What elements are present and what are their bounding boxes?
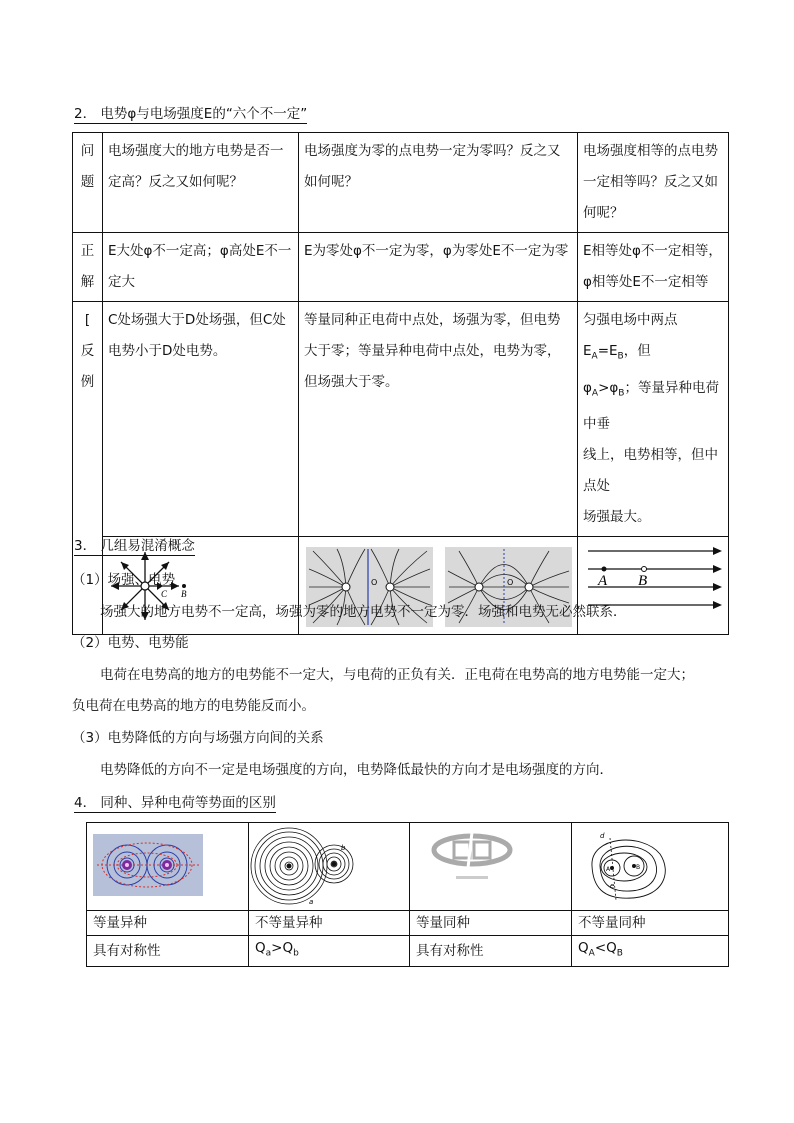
fig-equal-same <box>410 823 572 911</box>
section4-heading: 4． 同种、异种电荷等势面的区别 <box>74 795 276 811</box>
fig-equal-opposite <box>87 823 249 911</box>
svg-text:e: e <box>610 881 615 890</box>
svg-text:A: A <box>598 573 608 590</box>
fig-unequal-opposite <box>249 823 410 911</box>
prop-4: $Q_A<Q_B$ <box>572 936 729 967</box>
table-row <box>87 936 729 967</box>
table-row <box>73 133 729 233</box>
svg-text:O: O <box>507 578 514 588</box>
item-2-body-line2: 负电荷在电势高的地方的电势能反而小。 <box>72 698 315 714</box>
prop-2: $Q_a>Q_b$ <box>249 936 410 967</box>
name-1: 等量异种 <box>87 911 249 936</box>
equipotential-table <box>86 822 729 967</box>
item-1-title: （1）场强、电势 <box>72 572 176 588</box>
row-label-answer: 正 解 <box>73 233 103 302</box>
unequal-same-equipotential <box>572 824 728 910</box>
question-1: 电场强度大的地方电势是否一定高？反之又如何呢？ <box>103 133 299 233</box>
name-3: 等量同种 <box>410 911 572 936</box>
svg-text:B: B <box>636 863 641 871</box>
svg-text:A: A <box>606 865 611 873</box>
svg-text:B: B <box>638 573 648 590</box>
question-2: 电场强度为零的点电势一定为零吗？反之又如何呢？ <box>299 133 578 233</box>
prop-1: 具有对称性 <box>87 936 249 967</box>
table-row <box>87 823 729 911</box>
item-2-title: （2）电势、电势能 <box>72 635 189 651</box>
fig-unequal-same <box>572 823 729 911</box>
comparison-table <box>72 132 729 635</box>
prop-3: 具有对称性 <box>410 936 572 967</box>
counter-3: 匀强电场中两点$E_A=E_B$，但 $\varphi_A>\varphi_B$；等量异种电荷中垂 线上，电势相等，但中点处 场强最大。 <box>578 302 729 537</box>
equal-same-equipotential <box>410 824 570 910</box>
section2-heading: 2． 电势φ与电场强度E的“六个不一定” <box>74 106 308 122</box>
question-3: 电场强度相等的点电势一定相等吗？反之又如何呢？ <box>578 133 729 233</box>
svg-text:C: C <box>161 589 168 600</box>
name-2: 不等量异种 <box>249 911 410 936</box>
answer-2: E为零处φ不一定为零，φ为零处E不一定为零 <box>299 233 578 302</box>
svg-text:O: O <box>371 578 378 588</box>
unequal-opposite-equipotential <box>249 824 409 910</box>
name-4: 不等量同种 <box>572 911 729 936</box>
counter-2: 等量同种正电荷中点处，场强为零，但电势大于零；等量异种电荷中点处，电势为零，但场强大于零。 <box>299 302 578 537</box>
counter-1: C处场强大于D处场强，但C处电势小于D处电势。 <box>103 302 299 537</box>
svg-text:d: d <box>600 831 605 840</box>
table-row <box>73 302 729 537</box>
section3-heading: 3． 几组易混淆概念 <box>74 538 195 554</box>
answer-3: E相等处φ不一定相等，φ相等处E不一定相等 <box>578 233 729 302</box>
svg-text:a: a <box>309 897 314 906</box>
row-label-question: 问 题 <box>73 133 103 233</box>
item-1-body: 场强大的地方电势不一定高，场强为零的地方电势不一定为零．场强和电势无必然联系． <box>100 604 627 620</box>
item-3-body: 电势降低的方向不一定是电场强度的方向，电势降低最快的方向才是电场强度的方向． <box>100 762 613 778</box>
svg-text:B: B <box>181 589 187 600</box>
row-label-counter: [ 反 例 <box>73 302 103 635</box>
svg-text:b: b <box>341 843 346 852</box>
table-row <box>87 911 729 936</box>
item-2-body-line1: 电荷在电势高的地方的电势能不一定大，与电荷的正负有关．正电荷在电势高的地方电势能一定大； <box>100 667 694 683</box>
item-3-title: （3）电势降低的方向与场强方向间的关系 <box>72 730 324 746</box>
equal-opposite-equipotential <box>87 824 247 910</box>
table-row <box>73 233 729 302</box>
answer-1: E大处φ不一定高；φ高处E不一定大 <box>103 233 299 302</box>
